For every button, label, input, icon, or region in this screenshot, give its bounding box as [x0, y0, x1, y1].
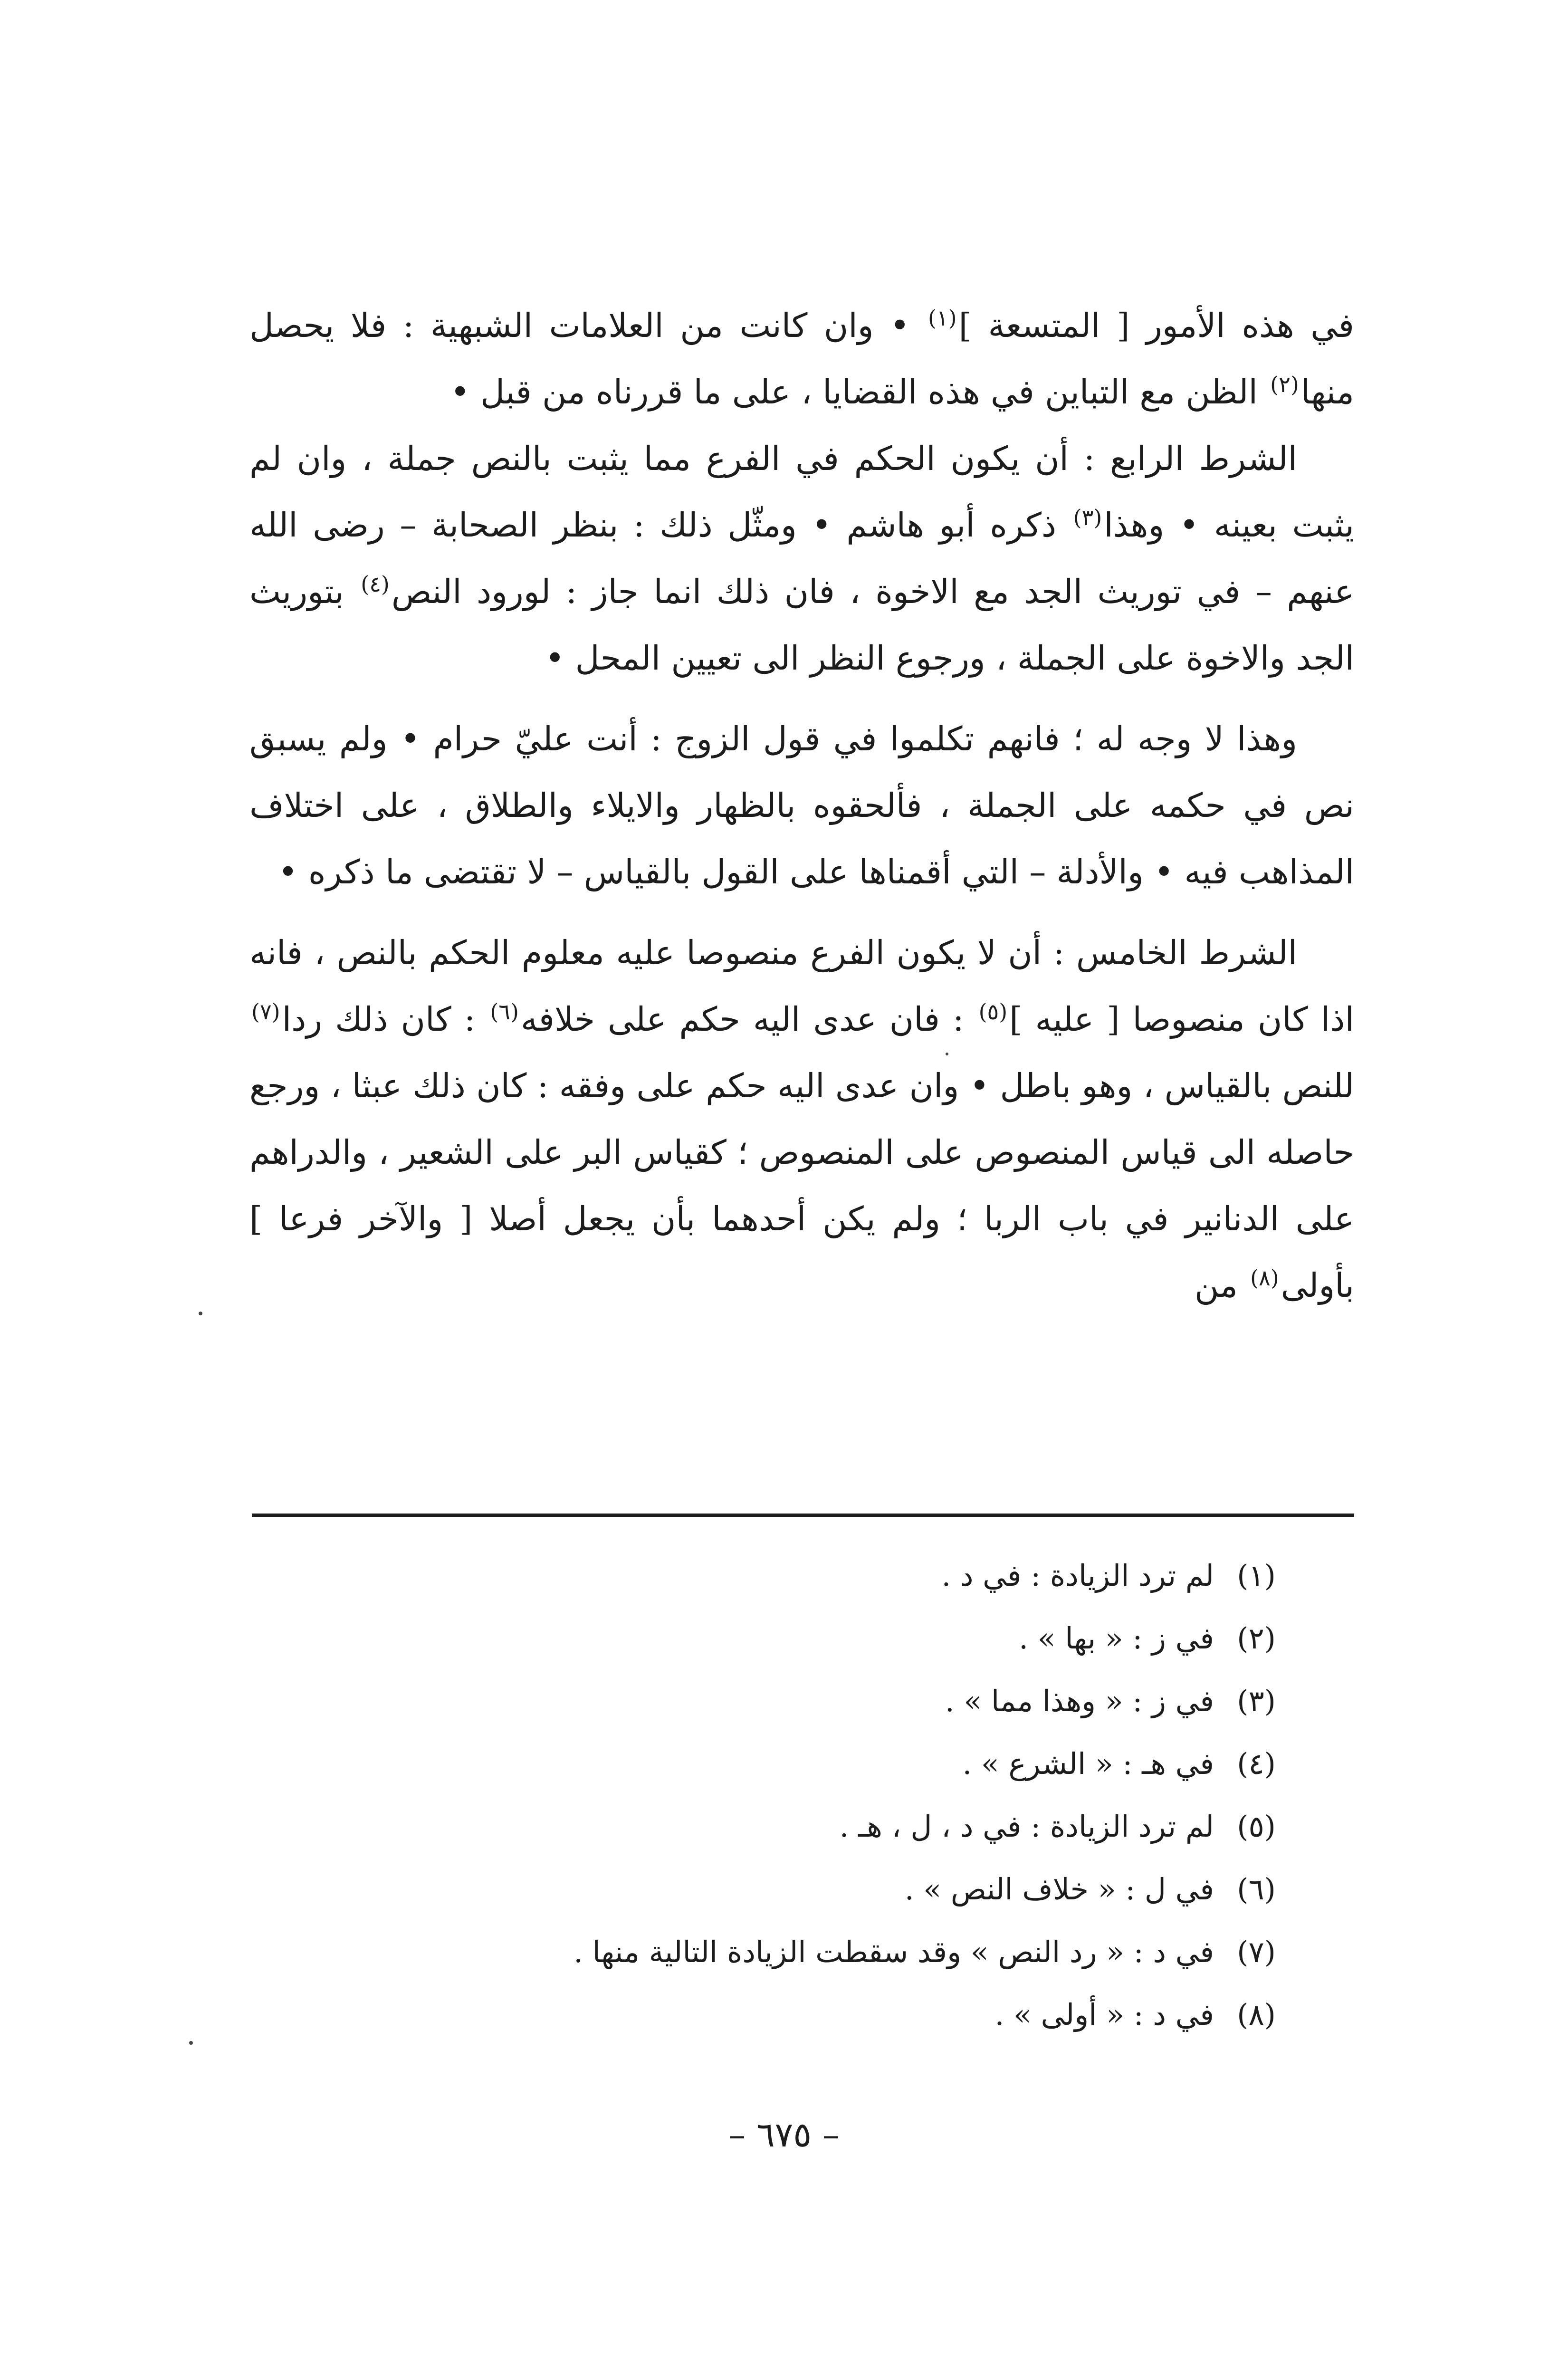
paragraph-2-text-a: الشرط الرابع : أن يكون الحكم في الفرع مما يثبت بالنص جملة ، وان لم يثبت بعينه • وهذا	[249, 439, 1354, 545]
paragraph-1	[249, 292, 1354, 425]
footnote-item	[249, 1983, 1276, 2046]
paragraph-4	[249, 920, 1354, 1319]
paragraph-3	[249, 706, 1354, 905]
paragraph-4-text-e: من	[1195, 1266, 1249, 1305]
footnote-text: في د : « أولى » .	[994, 1997, 1214, 2032]
footnote-number: (٦)	[1237, 1872, 1276, 1907]
paragraph-1-text-c: الظن مع التباين في هذه القضايا ، على ما قررناه من قبل •	[450, 373, 1269, 412]
footnote-item	[249, 1670, 1276, 1733]
footnote-number: (٣)	[1237, 1684, 1276, 1718]
footnote-ref-1: (١)	[927, 305, 957, 331]
footnote-text: في ز : « وهذا مما » .	[945, 1684, 1214, 1718]
footnote-ref-8: (٨)	[1250, 1265, 1279, 1291]
scan-speck	[189, 2041, 193, 2045]
footnote-number: (٥)	[1237, 1809, 1276, 1844]
footnote-ref-4: (٤)	[361, 571, 390, 597]
paragraph-1-text-a: في هذه الأمور [ المتسعة ]	[958, 306, 1354, 345]
footnote-divider	[252, 1514, 1354, 1517]
footnote-ref-5: (٥)	[978, 998, 1008, 1025]
footnotes-list	[249, 1544, 1276, 2046]
footnote-ref-2: (٢)	[1270, 371, 1299, 397]
footnote-number: (١)	[1237, 1558, 1276, 1593]
footnote-text: في ز : « بها » .	[1019, 1621, 1214, 1656]
paragraph-3-text: وهذا لا وجه له ؛ فانهم تكلموا في قول الزوج : أنت عليّ حرام • ولم يسبق نص في حكمه على الجملة ، فألحقوه بالظهار والايلاء والطلاق ، على اختلاف المذاهب فيه • والأدلة – التي أقمناها على القول بالقياس – لا تقتضى ما ذكره •	[249, 719, 1354, 891]
footnote-number: (٨)	[1237, 1997, 1276, 2032]
footnote-text: في هـ : « الشرع » .	[962, 1746, 1214, 1781]
footnote-item	[249, 1858, 1276, 1921]
paragraph-2-text-b: ذكره أبو هاشم • ومثّل ذلك : بنظر الصحابة – رضى الله عنهم – في توريث الجد مع الاخوة ، فان ذلك انما جاز : لورود النص	[249, 506, 1354, 611]
footnote-text: في ل : « خلاف النص » .	[904, 1872, 1214, 1907]
paragraph-4-text-c: : كان ذلك ردا	[282, 1000, 488, 1039]
scan-speck	[199, 1312, 202, 1315]
paragraph-4-text-a: الشرط الخامس : أن لا يكون الفرع منصوصا عليه معلوم الحكم بالنص ، فانه اذا كان منصوصا [ عليه ]	[249, 933, 1354, 1039]
paragraph-4-text-d: للنص بالقياس ، وهو باطل • وان عدى اليه حكم على وفقه : كان ذلك عبثا ، ورجع حاصله الى قياس المنصوص على المنصوص ؛ كقياس البر على الشعير ، والدراهم على الدنانير في باب الربا ؛ ولم يكن أحدهما بأن يجعل أصلا [ والآخر فرعا ] بأولى	[249, 1066, 1354, 1305]
page-number: – ٦٧٥ –	[728, 2115, 840, 2155]
footnote-item	[249, 1733, 1276, 1795]
footnote-number: (٧)	[1237, 1935, 1276, 1969]
footnote-ref-3: (٣)	[1073, 504, 1102, 530]
paragraph-2-text-c: بتوريث الجد والاخوة على الجملة ، ورجوع النظر الى تعيين المحل •	[249, 572, 1354, 678]
footnote-number: (٢)	[1237, 1621, 1276, 1656]
footnote-text: في د : « رد النص » وقد سقطت الزيادة التالية منها .	[574, 1935, 1214, 1969]
footnote-item	[249, 1921, 1276, 1983]
footnote-text: لم ترد الزيادة : في د .	[941, 1558, 1214, 1593]
paragraph-1-text-b: • وان كانت من العلامات الشبهية : فلا يحصل منها	[249, 306, 1354, 412]
footnote-item	[249, 1607, 1276, 1670]
footnote-number: (٤)	[1237, 1746, 1276, 1781]
main-text	[249, 292, 1354, 1319]
footnote-ref-6: (٦)	[490, 998, 519, 1025]
scan-speck	[946, 1053, 948, 1055]
paragraph-4-text-b: : فان عدى اليه حكم على خلافه	[520, 1000, 977, 1039]
footnote-ref-7: (٧)	[251, 998, 280, 1025]
paragraph-2	[249, 425, 1354, 691]
footnote-text: لم ترد الزيادة : في د ، ل ، هـ .	[839, 1809, 1214, 1844]
footnote-item	[249, 1544, 1276, 1607]
footnote-item	[249, 1795, 1276, 1858]
